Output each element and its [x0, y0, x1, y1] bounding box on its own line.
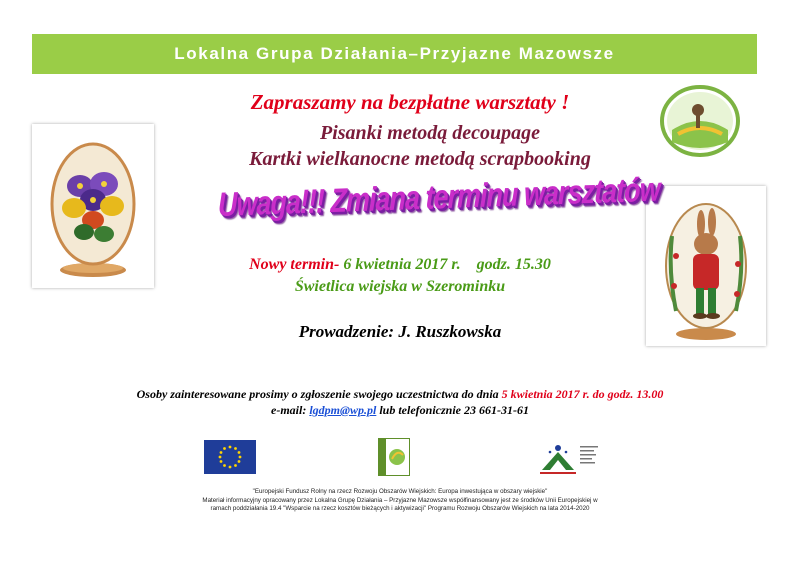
- email-link[interactable]: lgdpm@wp.pl: [309, 403, 377, 417]
- signup-note: [20, 387, 780, 402]
- footer-line: Materiał informacyjny opracowany przez Lokalna Grupę Działania – Przyjazne Mazowsze współfinansowany jest ze środków Unii Europejskiej w: [202, 496, 598, 504]
- header-banner: [32, 34, 757, 74]
- new-date-value: 6 kwietnia 2017 r. godz. 15.30: [343, 256, 551, 273]
- email-prefix: e-mail:: [271, 403, 307, 417]
- contact-line: [20, 403, 780, 418]
- new-date-line: [190, 256, 610, 274]
- decoupage-egg-photo: [32, 124, 154, 288]
- footer-line: "Europejski Fundusz Rolny na rzecz Rozwoju Obszarów Wiejskich: Europa inwestująca w obszary wiejskie": [252, 488, 548, 495]
- eu-flag-logo: [204, 440, 256, 474]
- lgd-logo: [658, 84, 742, 158]
- leader-logo: [378, 438, 410, 476]
- funding-footer: [140, 488, 660, 514]
- banner-title: Lokalna Grupa Działania–Przyjazne Mazowsze: [174, 44, 615, 63]
- workshop-leader: Prowadzenie: J. Ruszkowska: [298, 322, 502, 341]
- prow-logo: [538, 440, 600, 476]
- footer-line: ramach poddziałania 19.4 "Wsparcie na rzecz kosztów bieżących i aktywizacji" Programu Rozwoju Obszarów Wiejskich na lata 2014-2020: [210, 505, 590, 512]
- workshop-decoupage: Pisanki metodą decoupage: [320, 122, 540, 144]
- workshop-venue: Świetlica wiejska w Szerominku: [294, 278, 506, 295]
- signup-text: Osoby zainteresowane prosimy o zgłoszenie swojego uczestnictwa do dnia: [136, 387, 499, 401]
- phone-text: lub telefonicznie 23 661-31-61: [379, 403, 529, 417]
- invite-heading: Zapraszamy na bezpłatne warsztaty !: [250, 90, 570, 114]
- workshop-scrapbooking: Kartki wielkanocne metodą scrapbooking: [249, 148, 591, 170]
- date-change-warning: Uwaga!!! Zmiana terminu warsztatów: [218, 170, 660, 224]
- rabbit-egg-photo: [646, 186, 766, 346]
- signup-deadline: 5 kwietnia 2017 r. do godz. 13.00: [501, 387, 664, 401]
- new-date-label: Nowy termin-: [249, 256, 340, 273]
